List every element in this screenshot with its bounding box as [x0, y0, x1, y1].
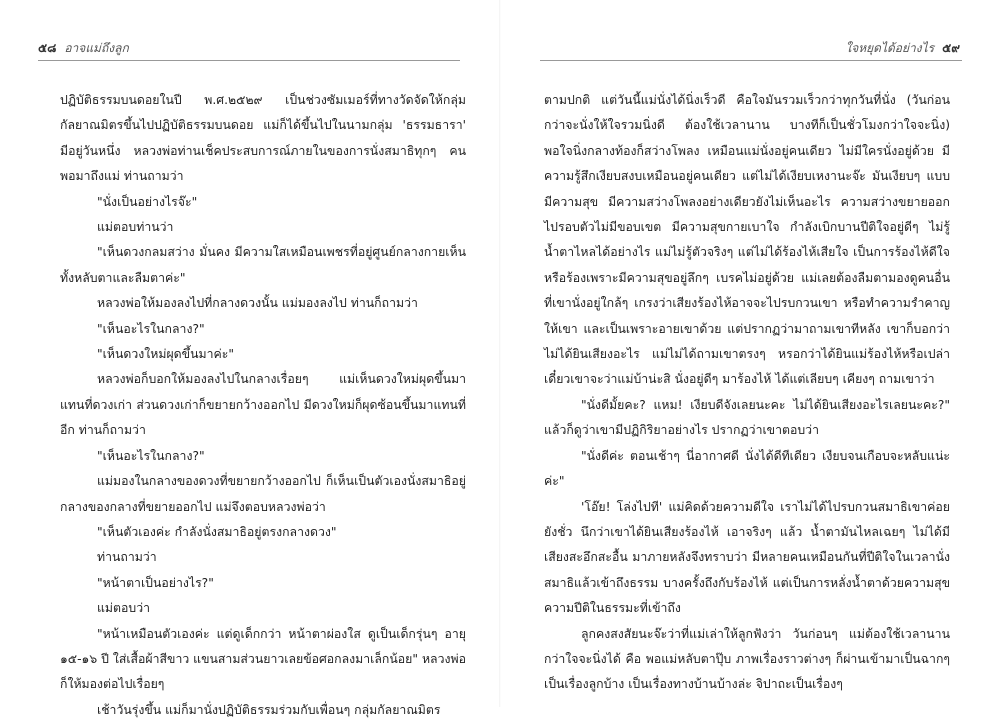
- left-page: [0, 0, 500, 717]
- paragraph: เช้าวันรุ่งขึ้น แม่ก็มานั่งปฏิบัติธรรมร่วมกับเพื่อนๆ กลุ่มกัลยาณมิตร: [97, 702, 441, 717]
- paragraph: "หน้าเหมือนตัวเองค่ะ แต่ดูเด็กกว่า หน้าตาผ่องใส ดูเป็นเด็กรุ่นๆ อายุ ๑๕-๑๖ ปี ใส่เสื้อผ้าสีขาว แขนสามส่วนยาวเลยข้อศอกลงมาเล็กน้อย" หลวงพ่อก็ให้มองต่อไปเรื่อยๆ: [60, 626, 466, 692]
- paragraph: แม่ตอบท่านว่า: [97, 220, 174, 235]
- paragraph: ท่านถามว่า: [97, 550, 157, 565]
- left-page-body: [60, 88, 466, 723]
- left-header-rule: [38, 60, 460, 61]
- left-page-number: ๕๘: [38, 40, 57, 55]
- paragraph: ลูกคงสงสัยนะจ๊ะว่าที่แม่เล่าให้ลูกฟังว่า วันก่อนๆ แม่ต้องใช้เวลานานกว่าใจจะนิ่งได้ คือ พอแม่หลับตาปุ๊บ ภาพเรื่องราวต่างๆ ก็ผ่านเข้ามาเป็นฉากๆ เป็นเรื่องลูกบ้าง เป็นเรื่องทางบ้านบ้างล่ะ จิปาถะเป็นเรื่องๆ: [544, 626, 950, 692]
- left-running-title: อาจแม่ถึงลูก: [64, 40, 129, 55]
- paragraph: หลวงพ่อก็บอกให้มองลงไปในกลางเรื่อยๆ แม่เห็นดวงใหม่ผุดขึ้นมาแทนที่ดวงเก่า ส่วนดวงเก่าก็ขยายกว้างออกไป มีดวงใหม่ก็ผุดซ้อนขึ้นมาแทนที่อีก ท่านก็ถามว่า: [60, 372, 466, 438]
- paragraph: แม่ตอบว่า: [97, 601, 151, 616]
- paragraph: 'โอ๊ย! โล่งไปที' แม่คิดด้วยความดีใจ เราไม่ได้ไปรบกวนสมาธิเขาค่อยยังชั่ว นึกว่าเขาได้ยินเสียงร้องไห้ เอาจริงๆ แล้ว น้ำตามันไหลเฉยๆ ไม่ได้มีเสียงสะอึกสะอื้น มาภายหลังจึงทราบว่า มีหลายคนเหมือนกันที่ปีติใจในเวลานั่งสมาธิแล้วเข้าถึงธรรม บางครั้งถึงกับร้องไห้ แต่เป็นการหลั่งน้ำตาด้วยความสุขความปีติในธรรมะที่เข้าถึง: [544, 499, 950, 616]
- paragraph: "นั่งดีมั้ยคะ? แหม! เงียบดีจังเลยนะคะ ไม่ได้ยินเสียงอะไรเลยนะคะ?" แล้วก็ดูว่าเขามีปฏิกิริยาอย่างไร ปรากฏว่าเขาตอบว่า: [544, 397, 950, 438]
- right-page-header: [845, 38, 960, 58]
- right-page-body: [544, 88, 950, 698]
- paragraph: "นั่งดีค่ะ ตอนเช้าๆ นี่อากาศดี นั่งได้ดีทีเดียว เงียบจนเกือบจะหลับแน่ะค่ะ": [544, 448, 950, 489]
- right-page: [500, 0, 1000, 707]
- right-running-title: ใจหยุดได้อย่างไร: [845, 40, 935, 55]
- paragraph: "เห็นดวงใหม่ผุดขึ้นมาค่ะ": [97, 347, 234, 362]
- left-page-header: [38, 38, 129, 58]
- paragraph: "หน้าตาเป็นอย่างไร?": [97, 575, 214, 590]
- paragraph: ปฏิบัติธรรมบนดอยในปี พ.ศ.๒๕๒๙ เป็นช่วงซัมเมอร์ที่ทางวัดจัดให้กลุ่มกัลยาณมิตรขึ้นไปปฏิบัติธรรมบนดอย แม่ก็ได้ขึ้นไปในนามกลุ่ม 'ธรรมธารา' มีอยู่วันหนึ่ง หลวงพ่อท่านเช็คประสบการณ์ภายในของการนั่งสมาธิทุกๆ คน พอมาถึงแม่ ท่านถามว่า: [60, 93, 466, 184]
- paragraph: แม่มองในกลางของดวงที่ขยายกว้างออกไป ก็เห็นเป็นตัวเองนั่งสมาธิอยู่กลางของกลางที่ขยายออกไป แม่จึงตอบหลวงพ่อว่า: [60, 474, 466, 514]
- paragraph: "เห็นตัวเองค่ะ กำลังนั่งสมาธิอยู่ตรงกลางดวง": [97, 524, 337, 539]
- right-header-rule: [540, 60, 962, 61]
- paragraph: "เห็นอะไรในกลาง?": [97, 448, 205, 463]
- paragraph: "นั่งเป็นอย่างไรจ๊ะ": [97, 194, 198, 209]
- right-page-number: ๕๙: [942, 40, 960, 55]
- paragraph: หลวงพ่อให้มองลงไปที่กลางดวงนั้น แม่มองลงไป ท่านก็ถามว่า: [97, 296, 418, 311]
- paragraph: ตามปกติ แต่วันนี้แม่นั่งได้นิ่งเร็วดี คือใจมันรวมเร็วกว่าทุกวันที่นั่ง (วันก่อนกว่าจะนั่งให้ใจรวมนิ่งดี ต้องใช้เวลานาน บางทีก็เป็นชั่วโมงกว่าใจจะนิ่ง) พอใจนิ่งกลางท้องก็สว่างโพลง เหมือนแม่นั่งอยู่คนเดียว ไม่มีใครนั่งอยู่ด้วย มีความรู้สึกเงียบสงบเหมือนอยู่คนเดียว แต่ไม่ได้เงียบเหงานะจ๊ะ มันเงียบๆ แบบมีความสุข มีความสว่างโพลงอย่างเดียวยังไม่เห็นอะไร ความสว่างขยายออกไปรอบตัวไม่มีขอบเขต มีความสุขกายเบาใจ กำลังเบิกบานปีติใจอยู่ดีๆ ไม่รู้น้ำตาไหลได้อย่างไร แม่ไม่รู้ตัวจริงๆ แต่ไม่ได้ร้องไห้เสียใจ เป็นการร้องไห้ดีใจ หรือร้องเพราะมีความสุขอยู่ลึกๆ เบรคไม่อยู่ด้วย แม่เลยต้องลืมตามองดูคนอื่นที่เขานั่งอยู่ใกล้ๆ เกรงว่าเสียงร้องไห้อาจจะไปรบกวนเขา หรือทำความรำคาญให้เขา และเป็นเพราะอายเขาด้วย แต่ปรากฏว่ามาถามเขาทีหลัง เขาก็บอกว่าไม่ได้ยินเสียงอะไร แม่ไม่ได้ถามเขาตรงๆ หรอกว่าได้ยินแม่ร้องไห้หรือเปล่า เดี๋ยวเขาจะว่าแม่บ้าน่ะสิ นั่งอยู่ดีๆ มาร้องไห้ ได้แต่เลียบๆ เคียงๆ ถามเขาว่า: [544, 93, 950, 387]
- paragraph: "เห็นดวงกลมสว่าง มั่นคง มีความใสเหมือนเพชรที่อยู่ศูนย์กลางกายเห็นทั้งหลับตาและลืมตาค่ะ": [60, 245, 466, 285]
- paragraph: "เห็นอะไรในกลาง?": [97, 321, 205, 336]
